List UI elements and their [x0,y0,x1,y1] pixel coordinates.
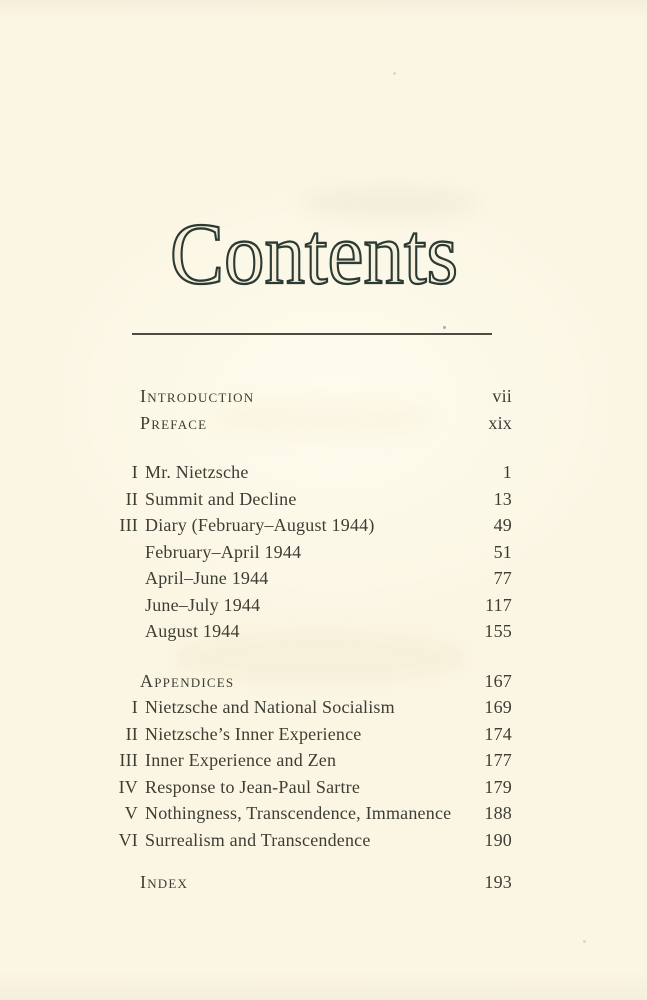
toc-entry-page: 51 [493,541,512,562]
title-divider-rule [132,333,492,335]
toc-entry-page: 49 [493,515,512,535]
page-title: Contents [170,206,458,303]
toc-entry-title: February–April 1944 [145,541,302,562]
toc-entry-page: 117 [485,594,512,615]
toc-row-diary-sub-2 [100,565,512,592]
toc-entry-page: 188 [484,803,512,823]
toc-entry-numeral: III [119,515,138,535]
toc-entry-title: Diary (February–August 1944) [145,515,375,535]
toc-entry-title: Response to Jean-Paul Sartre [145,776,361,797]
toc-entry-page: 190 [484,829,512,850]
toc-entry-title: Summit and Decline [145,488,297,509]
toc-entry-title: August 1944 [145,621,240,641]
toc-row-diary-sub-1 [100,539,512,566]
toc-entry-page: vii [492,386,512,406]
toc-entry-numeral: I [131,697,138,717]
page-title-engraved [0,198,647,328]
toc-entry-title: Nietzsche and National Socialism [145,697,395,717]
toc-entry-page: 77 [493,568,512,588]
toc-entry-page: 169 [484,697,512,717]
toc-entry-title: Preface [140,412,208,433]
toc-row-appendix-6 [100,827,512,854]
toc-row-appendix-1 [100,694,512,721]
toc-entry-title: Nothingness, Transcendence, Immanence [145,803,452,823]
toc-entry-numeral: II [125,488,138,509]
toc-entry-page: 1 [502,462,512,482]
toc-entry-numeral: IV [118,776,138,797]
toc-row-appendix-4 [100,774,512,801]
toc-row-chapter-2 [100,486,512,513]
toc-entry-numeral: I [131,462,138,482]
toc-entry-numeral: II [125,723,138,744]
toc-entry-numeral: VI [118,829,138,850]
toc-entry-title: Introduction [140,386,255,406]
toc-entry-numeral: III [119,750,138,770]
toc-entry-title: June–July 1944 [145,594,261,615]
toc-entry-page: xix [488,412,512,433]
toc-entry-title: Nietzsche’s Inner Experience [145,723,362,744]
toc-entry-numeral: V [124,803,138,823]
toc-row-appendix-5 [100,800,512,827]
toc-row-diary-sub-4 [100,618,512,645]
toc-entry-title: Index [140,872,189,892]
toc-entry-page: 179 [484,776,512,797]
scan-speck [393,72,396,75]
toc-entry-title: Inner Experience and Zen [145,750,337,770]
toc-entry-page: 167 [484,670,512,691]
toc-row-chapter-1 [100,459,512,486]
toc-row-index [100,869,512,896]
toc-entry-page: 155 [484,621,512,641]
scan-speck [583,940,586,943]
toc-row-diary-sub-3 [100,592,512,619]
toc-entry-page: 177 [484,750,512,770]
toc-entry-title: Mr. Nietzsche [145,462,249,482]
toc-entry-page: 13 [493,488,512,509]
toc-row-chapter-3 [100,512,512,539]
toc-entry-page: 193 [484,872,512,892]
toc-entry-page: 174 [484,723,512,744]
toc-row-appendices-heading [100,668,512,695]
toc-row-introduction [100,383,512,410]
toc-row-preface [100,410,512,437]
toc-entry-title: Surrealism and Transcendence [145,829,371,850]
toc-entry-title: Appendices [140,670,235,691]
toc-entry-title: April–June 1944 [145,568,269,588]
table-of-contents [100,383,512,896]
toc-row-appendix-2 [100,721,512,748]
toc-row-appendix-3 [100,747,512,774]
